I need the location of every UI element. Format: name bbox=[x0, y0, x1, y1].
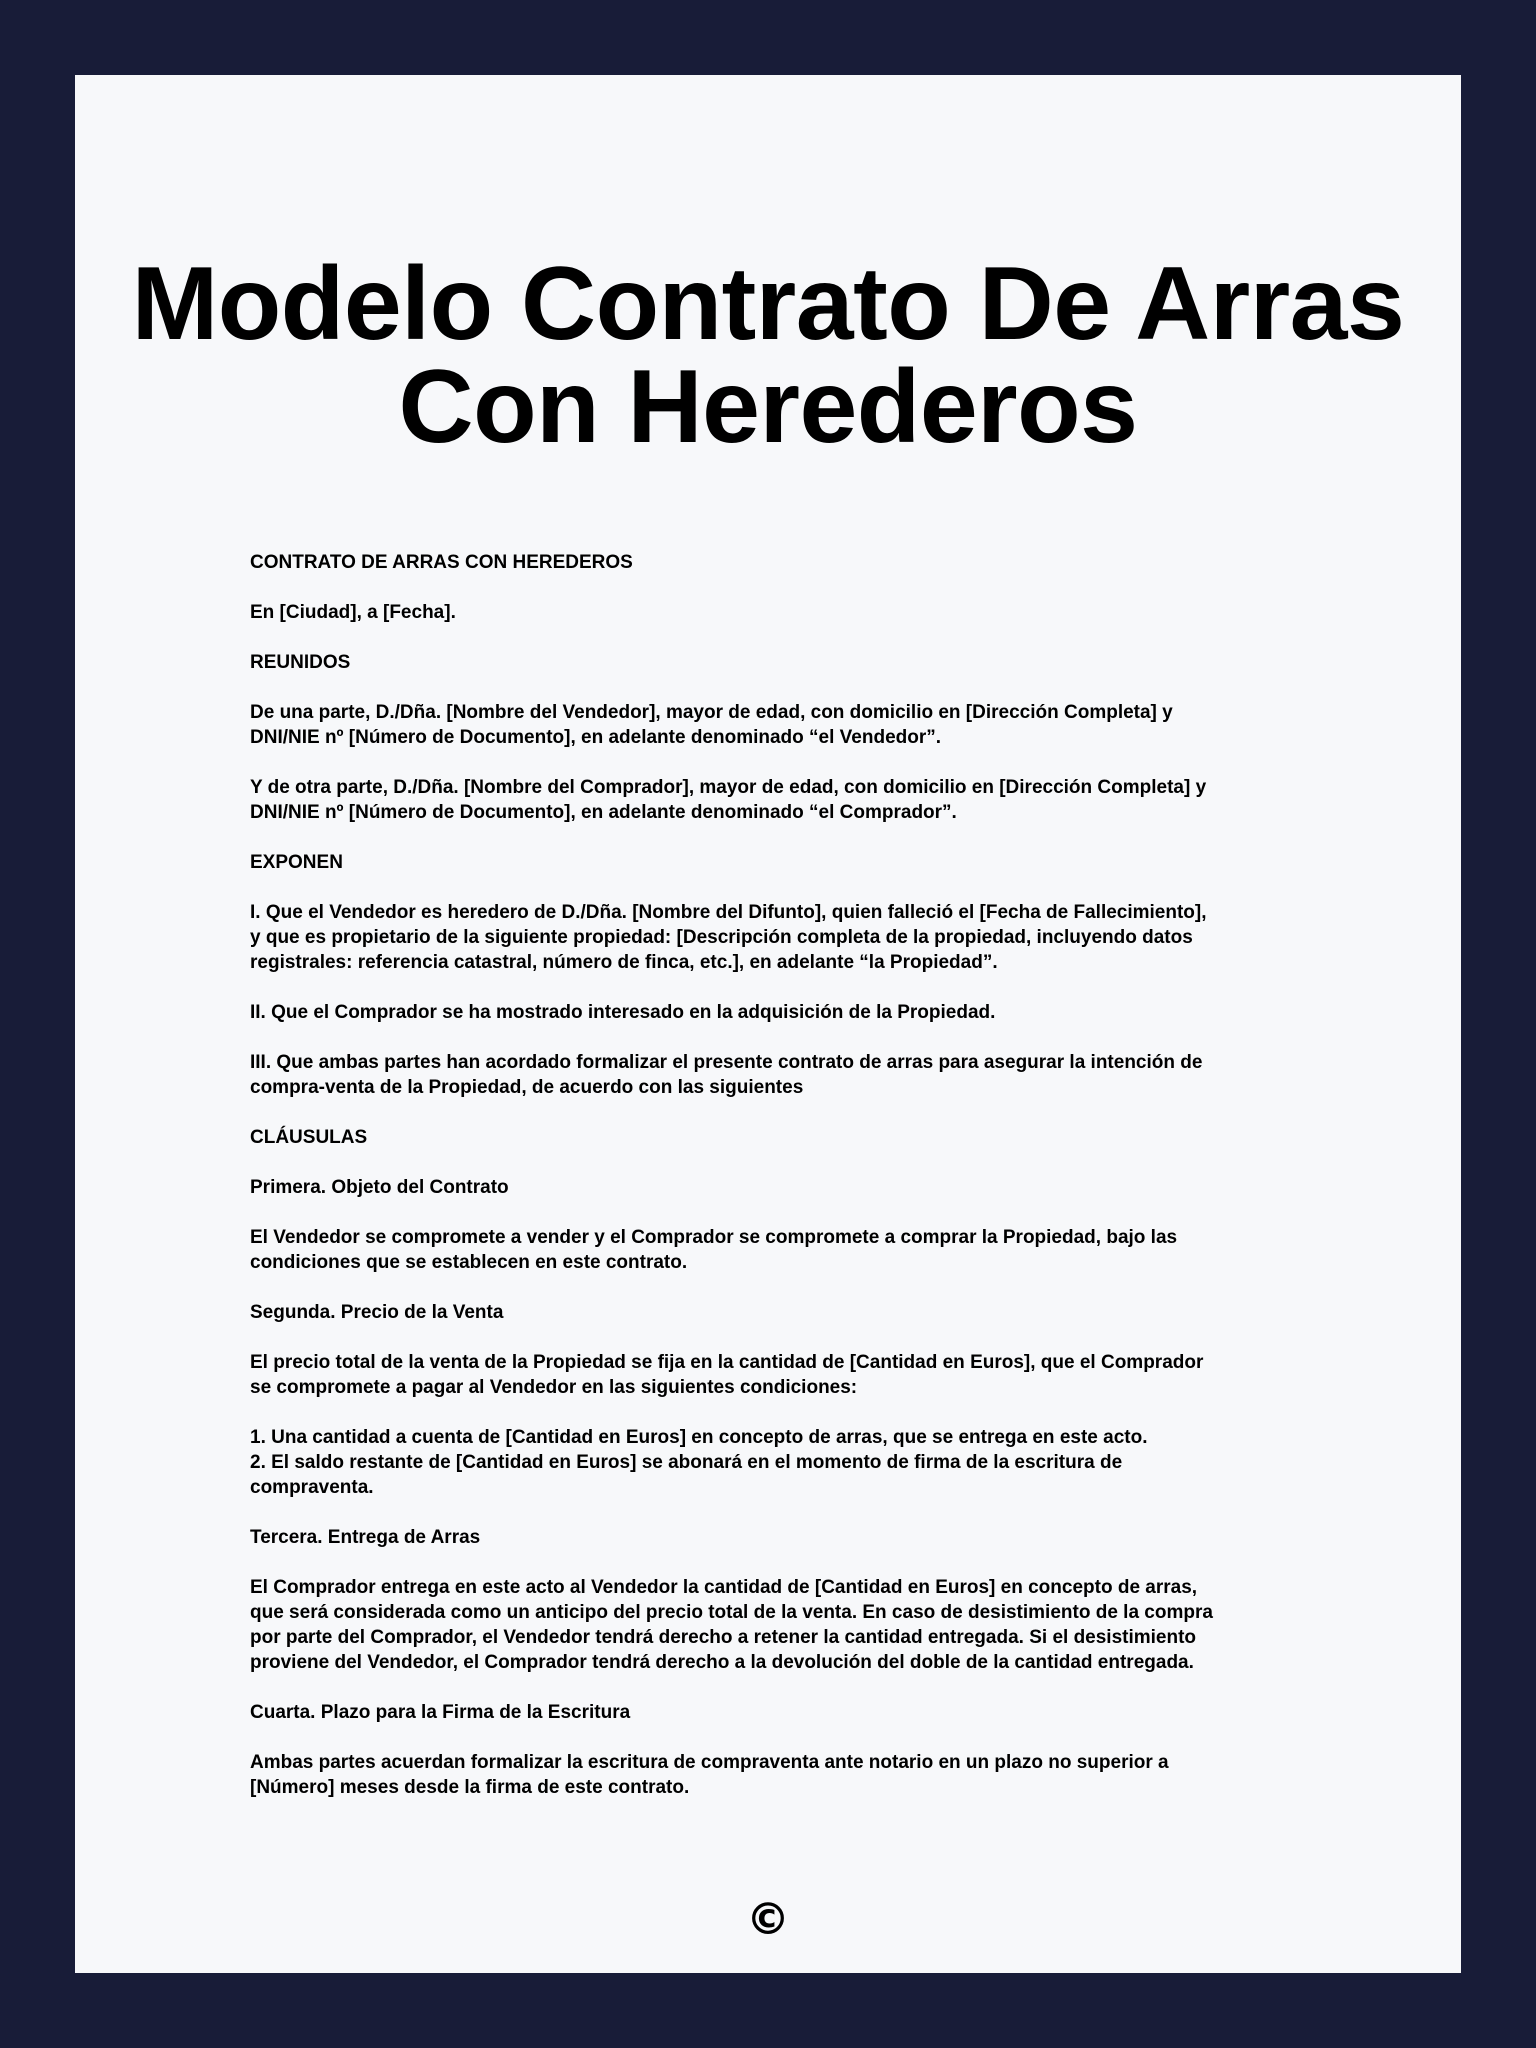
copyright-icon: © bbox=[746, 1894, 790, 1945]
section-heading-exponen: EXPONEN bbox=[250, 852, 343, 873]
clause-2-payment-list: 1. Una cantidad a cuenta de [Cantidad en Euros] en concepto de arras, que se entrega en este acto. 2. El saldo restante de [Cantidad en Euros] se abonará en el momento de firma de la escritura de compraventa. bbox=[250, 1427, 1148, 1498]
contract-body bbox=[250, 550, 1350, 1825]
section-heading-clausulas: CLÁUSULAS bbox=[250, 1127, 368, 1148]
clause-3-heading: Tercera. Entrega de Arras bbox=[250, 1527, 481, 1548]
clause-4-text: Ambas partes acuerdan formalizar la escritura de compraventa ante notario en un plazo no superior a [Número] meses desde la firma de este contrato. bbox=[250, 1752, 1169, 1798]
clause-1-heading: Primera. Objeto del Contrato bbox=[250, 1177, 509, 1198]
seller-party-paragraph: De una parte, D./Dña. [Nombre del Vendedor], mayor de edad, con domicilio en [Dirección Completa] y DNI/NIE nº [Número de Documento], en adelante denominado “el Vendedor”. bbox=[250, 702, 1173, 748]
contract-heading: CONTRATO DE ARRAS CON HEREDEROS bbox=[250, 552, 633, 573]
section-heading-reunidos: REUNIDOS bbox=[250, 652, 351, 673]
statement-iii: III. Que ambas partes han acordado formalizar el presente contrato de arras para asegurar la intención de compra-venta de la Propiedad, de acuerdo con las siguientes bbox=[250, 1052, 1203, 1098]
statement-ii: II. Que el Comprador se ha mostrado interesado en la adquisición de la Propiedad. bbox=[250, 1002, 996, 1023]
title-line-1: Modelo Contrato De Arras bbox=[131, 246, 1405, 362]
place-date-line: En [Ciudad], a [Fecha]. bbox=[250, 602, 456, 623]
page-title bbox=[75, 246, 1461, 465]
buyer-party-paragraph: Y de otra parte, D./Dña. [Nombre del Comprador], mayor de edad, con domicilio en [Dirección Completa] y DNI/NIE nº [Número de Documento], en adelante denominado “el Comprador”. bbox=[250, 777, 1207, 823]
title-line-2: Con Herederos bbox=[398, 349, 1138, 465]
document-page bbox=[75, 75, 1461, 1973]
clause-3-text: El Comprador entrega en este acto al Vendedor la cantidad de [Cantidad en Euros] en concepto de arras, que será considerada como un anticipo del precio total de la venta. En caso de desistimiento de la compra por parte del Comprador, el Vendedor tendrá derecho a retener la cantidad entregada. Si el desistimiento proviene del Vendedor, el Comprador tendrá derecho a la devolución del doble de la cantidad entregada. bbox=[250, 1577, 1213, 1673]
clause-2-text: El precio total de la venta de la Propiedad se fija en la cantidad de [Cantidad en Euros], que el Comprador se compromete a pagar al Vendedor en las siguientes condiciones: bbox=[250, 1352, 1204, 1398]
clause-1-text: El Vendedor se compromete a vender y el Comprador se compromete a comprar la Propiedad, bajo las condiciones que se establecen en este contrato. bbox=[250, 1227, 1178, 1273]
clause-2-heading: Segunda. Precio de la Venta bbox=[250, 1302, 504, 1323]
statement-i: I. Que el Vendedor es heredero de D./Dña. [Nombre del Difunto], quien falleció el [Fecha de Fallecimiento], y que es propietario de la siguiente propiedad: [Descripción completa de la propiedad, incluyendo datos registrales: referencia catastral, número de finca, etc.], en adelante “la Propiedad”. bbox=[250, 902, 1207, 973]
clause-4-heading: Cuarta. Plazo para la Firma de la Escritura bbox=[250, 1702, 631, 1723]
